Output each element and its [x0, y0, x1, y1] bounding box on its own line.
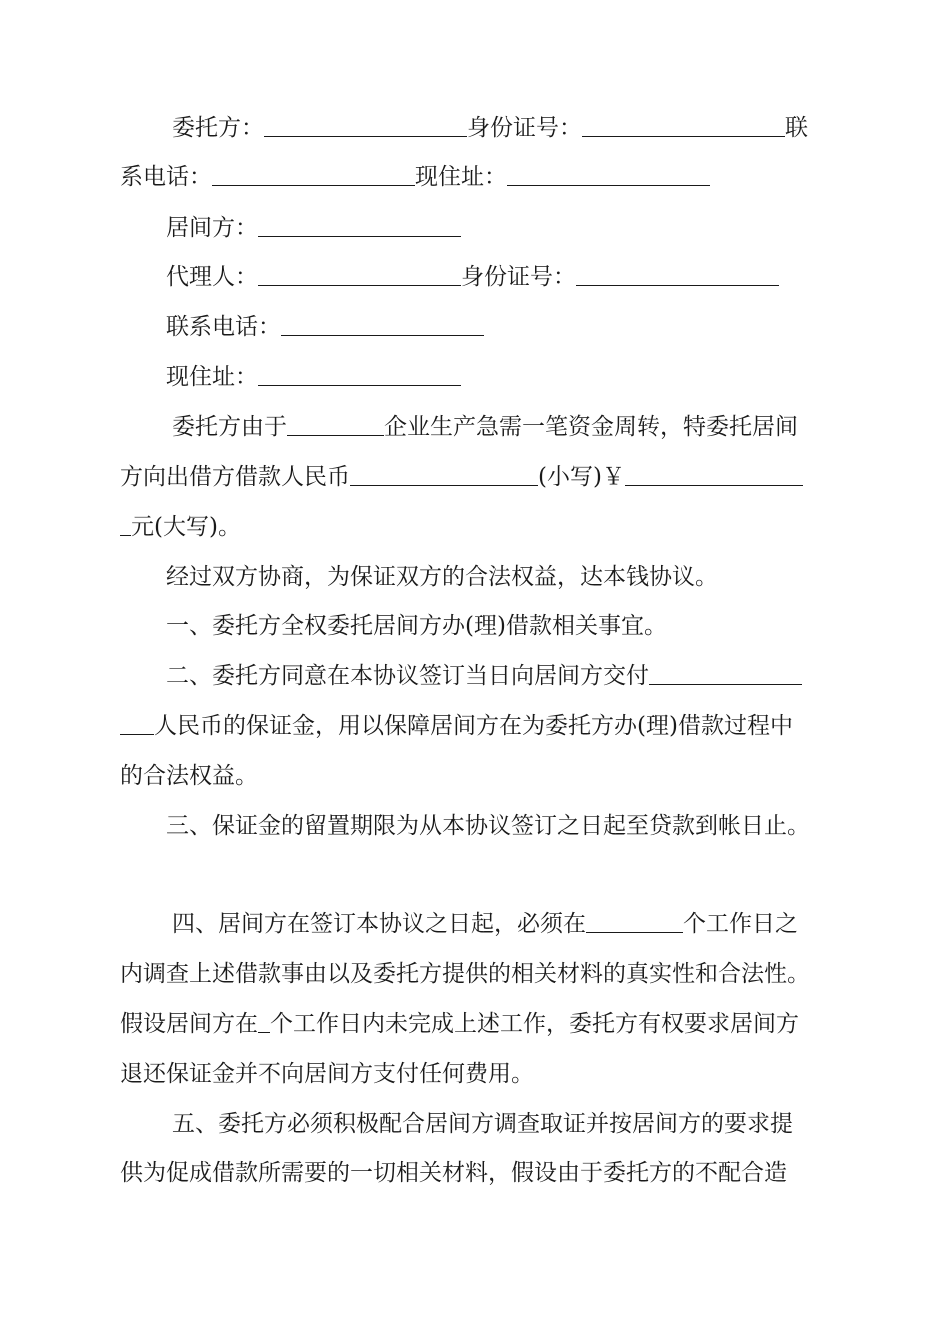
blank-company: [287, 413, 384, 436]
text-fragment: (小写)￥: [538, 464, 625, 490]
line-19: [120, 1059, 534, 1089]
label-intermediary: 居间方：: [166, 215, 258, 241]
line-16: [172, 909, 798, 939]
label-agent-phone: 联系电话：: [166, 314, 281, 340]
line-12: [166, 661, 802, 691]
blank-amount-lowercase: [350, 463, 538, 486]
line-18: [120, 1009, 799, 1039]
blank-workdays: [586, 910, 683, 933]
text-fragment: 元(大写)。: [131, 514, 241, 540]
blank-agent: [258, 263, 461, 286]
blank-deposit-tail: [120, 712, 154, 735]
blank-deposit: [649, 662, 802, 685]
blank-amount-yuan: [625, 463, 803, 486]
line-9: [120, 512, 241, 542]
label-agent-id: 身份证号：: [461, 264, 576, 290]
blank-intermediary: [258, 214, 461, 237]
text-fragment: 个工作日内未完成上述工作，委托方有权要求居间方: [270, 1011, 799, 1037]
text-fragment: 内调查上述借款事由以及委托方提供的相关材料的真实性和合法性。: [120, 961, 810, 987]
blank-agent-phone: [281, 313, 484, 336]
line-2: [120, 162, 710, 192]
text-fragment: 退还保证金并不向居间方支付任何费用。: [120, 1061, 534, 1087]
text-fragment: 五、委托方必须积极配合居间方调查取证并按居间方的要求提: [172, 1111, 793, 1137]
blank-client: [264, 114, 467, 137]
line-1: [172, 113, 808, 143]
blank-workdays-short: [258, 1010, 270, 1033]
blank-agent-address: [258, 363, 461, 386]
label-address: 现住址：: [415, 164, 507, 190]
label-phone: 系电话：: [120, 164, 212, 190]
line-4: [166, 262, 779, 292]
text-fragment: 四、居间方在签订本协议之日起，必须在: [172, 911, 586, 937]
line-21: [120, 1158, 787, 1188]
label-id-number: 身份证号：: [467, 115, 582, 141]
text-fragment: 联: [785, 115, 808, 141]
label-agent: 代理人：: [166, 264, 258, 290]
text-fragment: 个工作日之: [683, 911, 798, 937]
line-20: [172, 1109, 793, 1139]
line-11: [166, 611, 667, 641]
blank-id-number: [582, 114, 785, 137]
text-fragment: 供为促成借款所需要的一切相关材料，假设由于委托方的不配合造: [120, 1160, 787, 1186]
text-fragment: 经过双方协商，为保证双方的合法权益，达本钱协议。: [166, 564, 718, 590]
text-fragment: 方向出借方借款人民币: [120, 464, 350, 490]
line-14: [120, 761, 258, 791]
line-3: [166, 213, 461, 243]
line-15: [166, 811, 810, 841]
line-8: [120, 462, 803, 492]
line-5: [166, 312, 484, 342]
text-fragment: 假设居间方在: [120, 1011, 258, 1037]
line-7: [172, 412, 798, 442]
text-fragment: 的合法权益。: [120, 763, 258, 789]
blank-phone: [212, 163, 415, 186]
text-fragment: 委托方由于: [172, 414, 287, 440]
text-fragment: 企业生产急需一笔资金周转，特委托居间: [384, 414, 798, 440]
text-fragment: 二、委托方同意在本协议签订当日向居间方交付: [166, 663, 649, 689]
line-6: [166, 362, 461, 392]
label-agent-address: 现住址：: [166, 364, 258, 390]
blank-address: [507, 163, 710, 186]
line-10: [166, 562, 718, 592]
blank-agent-id: [576, 263, 779, 286]
line-17: [120, 959, 810, 989]
text-fragment: 一、委托方全权委托居间方办(理)借款相关事宜。: [166, 613, 667, 639]
blank-amount-tail: [120, 513, 131, 536]
text-fragment: 三、保证金的留置期限为从本协议签订之日起至贷款到帐日止。: [166, 813, 810, 839]
line-13: [120, 711, 793, 741]
text-fragment: 人民币的保证金，用以保障居间方在为委托方办(理)借款过程中: [154, 713, 793, 739]
label-client: 委托方：: [172, 115, 264, 141]
